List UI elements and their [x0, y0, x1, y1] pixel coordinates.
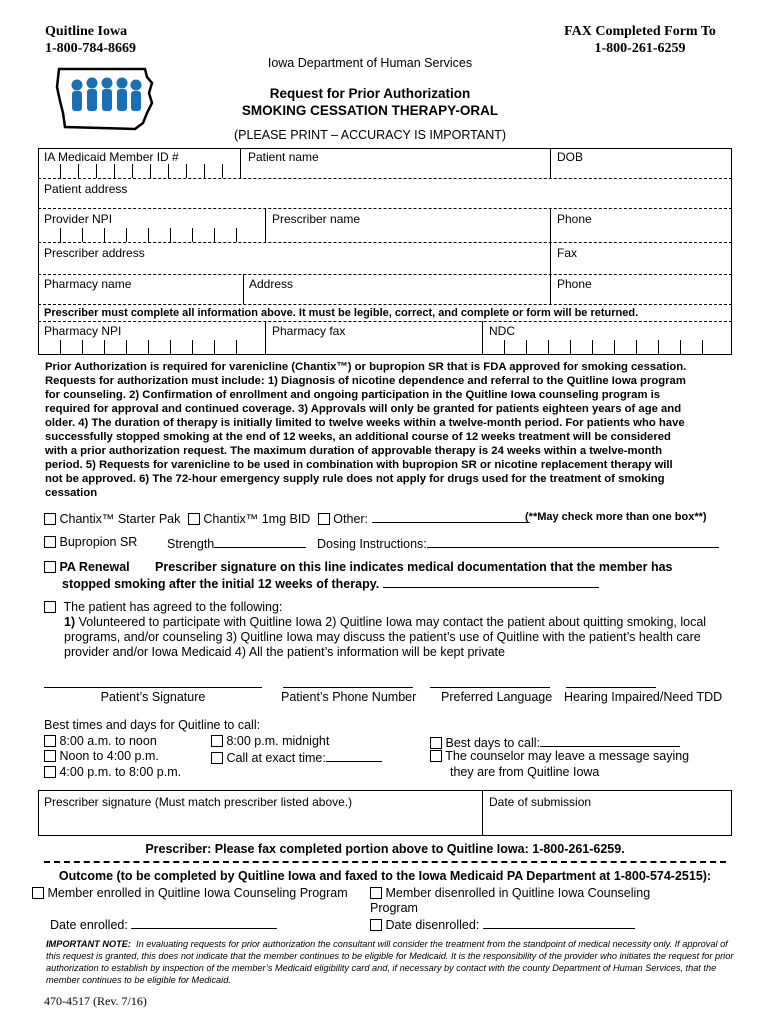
instructions-line-3: for counseling. 2) Confirmation of enrollment and ongoing participation in the Quitline Iowa counseling program is	[45, 389, 661, 401]
leave-message-checkbox[interactable]	[430, 750, 442, 762]
prescriber-name-label: Prescriber name	[272, 212, 361, 226]
time-4pm-label: 4:00 p.m. to 8:00 p.m.	[59, 765, 182, 779]
instructions-line-7: with a prior authorization request. The maximum duration of approvable therapy is 24 weeks within a twelve-month	[45, 445, 663, 457]
form-number: 470-4517 (Rev. 7/16)	[44, 994, 147, 1008]
time-8pm-checkbox[interactable]	[211, 735, 223, 747]
department-name: Iowa Department of Human Services	[267, 56, 473, 70]
hearing-label: Hearing Impaired/Need TDD	[564, 690, 723, 704]
pa-renewal-signature-line[interactable]	[383, 575, 599, 588]
hearing-line[interactable]	[566, 687, 656, 688]
prescriber-signature-label: Prescriber signature (Must match prescriber listed above.)	[44, 795, 353, 809]
pharmacy-npi-input[interactable]	[38, 340, 265, 354]
pharmacy-address-label: Address	[249, 277, 294, 291]
call-times-heading: Best times and days for Quitline to call:	[44, 718, 261, 732]
pa-renewal-label: PA Renewal	[59, 560, 130, 574]
instructions-line-10: cessation	[45, 487, 98, 499]
consent-intro: The patient has agreed to the following:	[63, 600, 283, 614]
time-8am-label: 8:00 a.m. to noon	[59, 734, 157, 748]
instructions-line-5: older. 4) The duration of therapy is initially limited to twelve weeks within a twelve-month period. For patients who have	[45, 417, 685, 429]
ndc-input[interactable]	[482, 340, 731, 354]
pharmacy-name-label: Pharmacy name	[44, 277, 132, 291]
provider-npi-input[interactable]	[38, 228, 265, 242]
pa-renewal-text-2: stopped smoking after the initial 12 weeks of therapy.	[62, 577, 380, 591]
patient-phone-label: Patient’s Phone Number	[281, 690, 417, 704]
disenrolled-label-2: Program	[370, 901, 418, 915]
other-input[interactable]	[372, 510, 530, 523]
prescriber-address-label: Prescriber address	[44, 246, 145, 260]
exact-time-checkbox[interactable]	[211, 752, 223, 764]
dosing-label: Dosing Instructions:	[317, 537, 427, 551]
best-days-label: Best days to call:	[445, 736, 540, 750]
enrolled-checkbox[interactable]	[32, 887, 44, 899]
consent-line-2: programs, and/or counseling 3) Quitline Iowa may discuss the patient’s use of Quitline with the patient’s health care	[64, 630, 701, 644]
other-label: Other:	[333, 512, 369, 526]
time-8pm-label: 8:00 p.m. midnight	[226, 734, 330, 748]
consent-line-3: provider and/or Iowa Medicaid 4) All the patient’s information will be kept private	[64, 645, 505, 659]
fax-number: 1-800-261-6259	[594, 41, 686, 56]
patient-phone-line[interactable]	[283, 687, 413, 688]
pa-renewal-checkbox[interactable]	[44, 561, 56, 573]
complete-warning: Prescriber must complete all information above. It must be legible, correct, and complete or form will be returned.	[44, 307, 639, 319]
best-days-input[interactable]	[540, 734, 680, 747]
pharmacy-npi-label: Pharmacy NPI	[44, 324, 122, 338]
instructions-line-1: Prior Authorization is required for varenicline (Chantix™) or bupropion SR that is FDA approved for smoking cessation.	[45, 361, 687, 373]
patient-name-label: Patient name	[248, 150, 319, 164]
time-noon-label: Noon to 4:00 p.m.	[59, 749, 159, 763]
dob-label: DOB	[557, 150, 584, 164]
important-note-label: IMPORTANT NOTE:	[46, 939, 131, 949]
form-title: Request for Prior Authorization	[269, 86, 471, 101]
other-checkbox[interactable]	[318, 513, 330, 525]
date-enrolled-input[interactable]	[131, 916, 277, 929]
fax-label: FAX Completed Form To	[564, 24, 716, 39]
language-line[interactable]	[430, 687, 550, 688]
disenrolled-checkbox[interactable]	[370, 887, 382, 899]
important-note-text: In evaluating requests for prior authorization the consultant will consider the treatment from the standpoint of medical necessity only. If approval of this request is granted, this does not indicate that the member continues to be eligible for Medicaid. It is the responsibility of the provider who initiates the request for prior authorization to establish by inspection of the member’s Medicaid eligibility card and, if necessary by contact with the county Department of Human Services, that the member continues to be eligible for Medicaid.	[46, 939, 734, 985]
bupropion-label: Bupropion SR	[59, 535, 138, 549]
leave-message-label: The counselor may leave a message saying	[445, 749, 690, 763]
prescriber-signature-input[interactable]	[39, 808, 481, 835]
instructions-line-2: Requests for authorization must include: 1) Diagnosis of nicotine dependence and referral to the Quitline Iowa program	[45, 375, 686, 387]
disenrolled-label: Member disenrolled in Quitline Iowa Counseling	[385, 886, 651, 900]
patient-address-label: Patient address	[44, 182, 128, 196]
best-days-checkbox[interactable]	[430, 737, 442, 749]
instructions-line-9: not be approved. 6) The 72-hour emergency supply rule does not apply for drugs used for the treatment of smoking	[45, 473, 665, 485]
may-check-note: (**May check more than one box**)	[525, 511, 707, 523]
ndc-label: NDC	[489, 324, 515, 338]
consent-line-1: Volunteered to participate with Quitline Iowa 2) Quitline Iowa may contact the patient about quitting smoking, local	[78, 615, 707, 629]
date-enrolled-label: Date enrolled:	[50, 918, 128, 932]
cut-line	[44, 861, 726, 863]
patient-signature-line[interactable]	[44, 687, 262, 688]
dosing-input[interactable]	[427, 535, 719, 548]
leave-message-label-2: they are from Quitline Iowa	[450, 765, 600, 779]
starter-pak-checkbox[interactable]	[44, 513, 56, 525]
bupropion-checkbox[interactable]	[44, 536, 56, 548]
provider-npi-label: Provider NPI	[44, 212, 113, 226]
time-4pm-checkbox[interactable]	[44, 766, 56, 778]
enrolled-label: Member enrolled in Quitline Iowa Counseling Program	[47, 886, 348, 900]
iowa-dhs-logo-icon	[55, 63, 155, 133]
patient-signature-label: Patient’s Signature	[100, 690, 206, 704]
date-disenrolled-input[interactable]	[483, 916, 635, 929]
date-disenrolled-label: Date disenrolled:	[385, 918, 480, 932]
consent-checkbox[interactable]	[44, 601, 56, 613]
submission-date-label: Date of submission	[489, 795, 592, 809]
org-phone: 1-800-784-8669	[45, 41, 136, 56]
time-noon-checkbox[interactable]	[44, 750, 56, 762]
instructions-line-8: period. 5) Requests for varenicline to be used in combination with bupropion SR or nicotine replacement therapy will	[45, 459, 673, 471]
chantix-1mg-checkbox[interactable]	[188, 513, 200, 525]
form-subtitle: SMOKING CESSATION THERAPY-ORAL	[241, 103, 499, 118]
exact-time-label: Call at exact time:	[226, 751, 326, 765]
chantix-1mg-label: Chantix™ 1mg BID	[203, 512, 311, 526]
member-id-label: IA Medicaid Member ID #	[44, 150, 179, 164]
org-name: Quitline Iowa	[45, 24, 128, 39]
instructions-line-6: successfully stopped smoking at the end of 12 weeks, an additional course of 12 weeks treatment will be considered	[45, 431, 671, 443]
print-note: (PLEASE PRINT – ACCURACY IS IMPORTANT)	[233, 128, 507, 142]
date-disenrolled-checkbox[interactable]	[370, 919, 382, 931]
submission-date-input[interactable]	[483, 808, 730, 835]
strength-input[interactable]	[214, 535, 306, 548]
pa-renewal-text-1: Prescriber signature on this line indicates medical documentation that the member has	[155, 560, 673, 574]
exact-time-input[interactable]	[326, 749, 382, 762]
fax-field-label: Fax	[557, 246, 578, 260]
time-8am-checkbox[interactable]	[44, 735, 56, 747]
strength-label: Strength	[167, 537, 215, 551]
starter-pak-label: Chantix™ Starter Pak	[59, 512, 181, 526]
pharmacy-phone-label: Phone	[557, 277, 592, 291]
instructions-line-4: required for approval and continued coverage. 3) Approvals will only be granted for patients eighteen years of age and	[45, 403, 682, 415]
outcome-heading: Outcome (to be completed by Quitline Iowa and faxed to the Iowa Medicaid PA Department at 1-800-574-2515):	[58, 869, 712, 883]
fax-instruction: Prescriber: Please fax completed portion above to Quitline Iowa: 1-800-261-6259.	[145, 842, 625, 856]
language-label: Preferred Language	[441, 690, 553, 704]
pharmacy-fax-label: Pharmacy fax	[272, 324, 346, 338]
important-note	[46, 938, 736, 986]
phone-label: Phone	[557, 212, 592, 226]
member-id-input[interactable]	[38, 164, 240, 178]
